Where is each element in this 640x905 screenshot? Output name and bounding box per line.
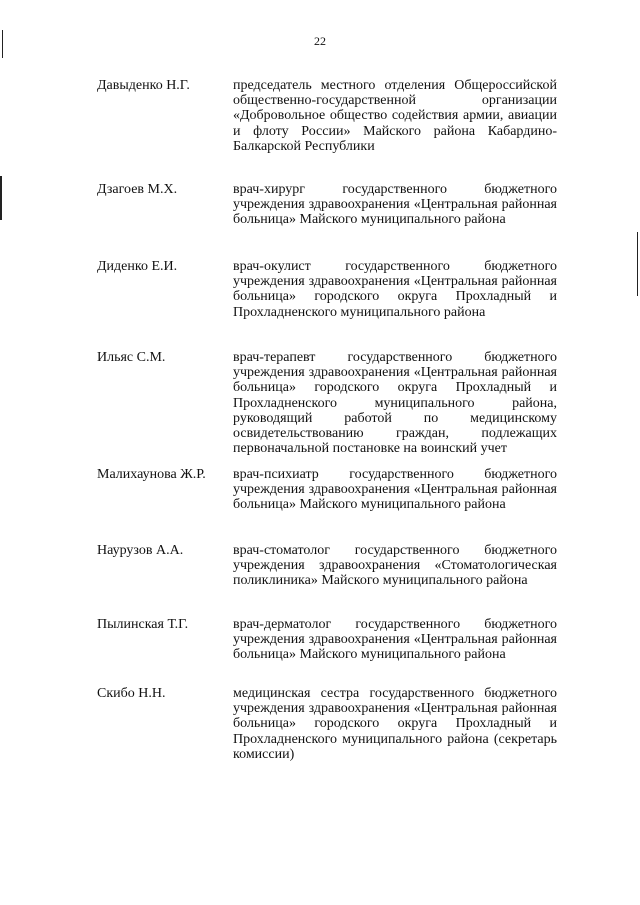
member-role: врач-стоматолог государственного бюджетного учреждения здравоохранения «Стоматологическая поликлиника» Майского муниципального района xyxy=(233,543,557,589)
member-name: Ильяс С.М. xyxy=(97,350,166,365)
member-name: Давыденко Н.Г. xyxy=(97,78,190,93)
member-role: врач-дерматолог государственного бюджетного учреждения здравоохранения «Центральная районная больница» Майского муниципального района xyxy=(233,617,557,663)
member-role: врач-хирург государственного бюджетного учреждения здравоохранения «Центральная районная больница» Майского муниципального района xyxy=(233,182,557,228)
member-name: Дзагоев М.Х. xyxy=(97,182,178,197)
page-number: 22 xyxy=(314,34,326,48)
member-role: врач-психиатр государственного бюджетного учреждения здравоохранения «Центральная районная больница» Майского муниципального района xyxy=(233,467,557,513)
member-role: врач-окулист государственного бюджетного учреждения здравоохранения «Центральная районная больница» городского округа Прохладный и Прохладненского муниципального района xyxy=(233,259,557,320)
member-name: Скибо Н.Н. xyxy=(97,686,166,701)
member-name: Наурузов А.А. xyxy=(97,543,184,558)
member-name: Малихаунова Ж.Р. xyxy=(97,467,206,482)
member-role: врач-терапевт государственного бюджетного учреждения здравоохранения «Центральная районная больница» городского округа Прохладный и Прохладненского муниципального района, руководящий работой по медицинскому освидетельствованию граждан, подлежащих первоначальной постановке на воинский учет xyxy=(233,350,557,457)
member-name: Диденко Е.И. xyxy=(97,259,178,274)
scan-edge-mark-right xyxy=(637,232,638,296)
member-role: медицинская сестра государственного бюджетного учреждения здравоохранения «Центральная районная больница» городского округа Прохладный и Прохладненского муниципального района (секретарь комиссии) xyxy=(233,686,557,762)
scan-edge-mark-left-top xyxy=(2,30,3,58)
scan-edge-mark-left-middle xyxy=(0,176,2,220)
member-name: Пылинская Т.Г. xyxy=(97,617,189,632)
member-role: председатель местного отделения Общероссийской общественно-государственной организации «Добровольное общество содействия армии, авиации и флоту России» Майского района Кабардино-Балкарской Республики xyxy=(233,78,557,154)
